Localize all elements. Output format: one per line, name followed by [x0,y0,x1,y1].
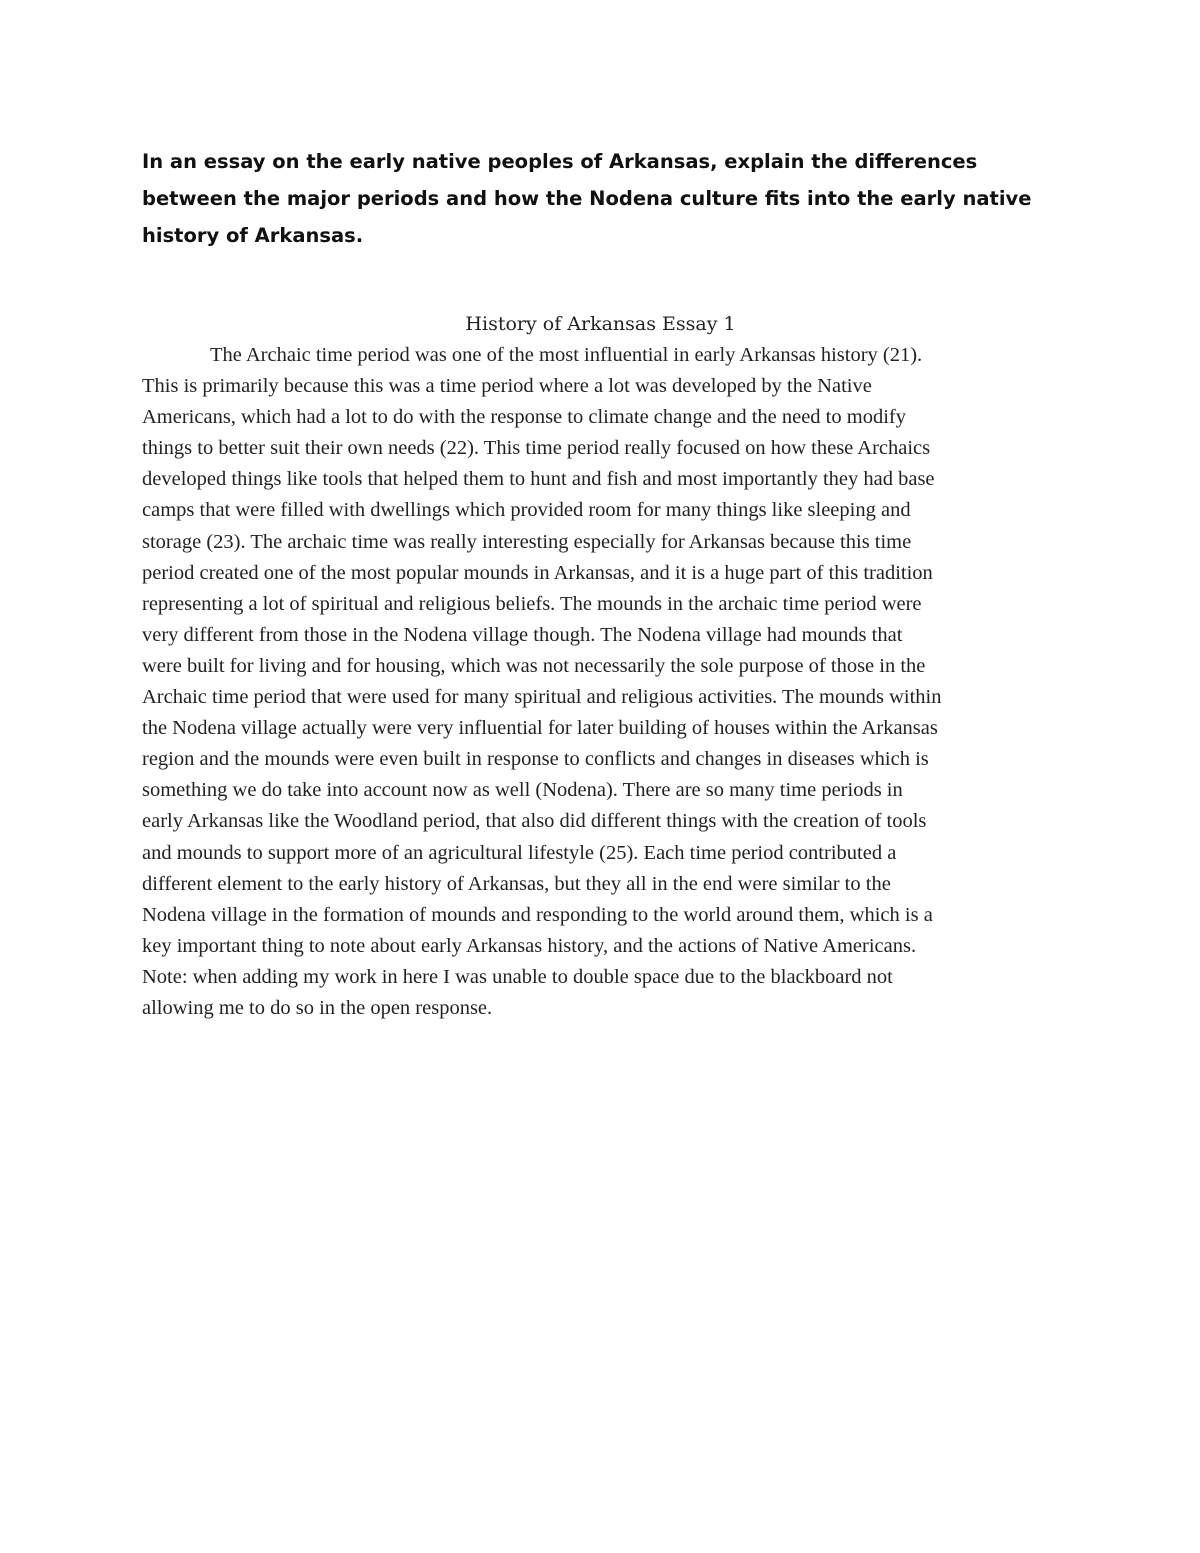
essay-line: things to better suit their own needs (22). This time period really focused on how these Archaics [142,437,931,460]
essay-title: History of Arkansas Essay 1 [465,313,736,335]
essay-line: something we do take into account now as well (Nodena). There are so many time periods in [142,779,903,802]
essay-prompt [142,143,1072,254]
essay-line: storage (23). The archaic time was really interesting especially for Arkansas because this time [142,530,912,553]
prompt-line: In an essay on the early native peoples of Arkansas, explain the differences [142,150,978,173]
essay-line: representing a lot of spiritual and religious beliefs. The mounds in the archaic time period were [142,592,922,615]
essay-line: Americans, which had a lot to do with the response to climate change and the need to modify [142,406,906,429]
essay-line: The Archaic time period was one of the most influential in early Arkansas history (21). [210,344,923,366]
essay-line: period created one of the most popular mounds in Arkansas, and it is a huge part of this tradition [142,561,933,584]
essay-line: very different from those in the Nodena village though. The Nodena village had mounds that [142,623,903,646]
essay-body [142,340,1102,1024]
essay-line: key important thing to note about early Arkansas history, and the actions of Native Americans. [142,934,917,957]
essay-line: Nodena village in the formation of mounds and responding to the world around them, which is a [142,903,933,926]
essay-line: camps that were filled with dwellings which provided room for many things like sleeping and [142,499,911,522]
essay-line: developed things like tools that helped them to hunt and fish and most importantly they had base [142,468,935,491]
essay-line: region and the mounds were even built in response to conflicts and changes in diseases which is [142,748,929,771]
essay-line: and mounds to support more of an agricultural lifestyle (25). Each time period contributed a [142,841,897,864]
prompt-line: between the major periods and how the Nodena culture fits into the early native [142,187,1032,210]
essay-line: Archaic time period that were used for many spiritual and religious activities. The mounds within [142,686,942,709]
essay-line: This is primarily because this was a time period where a lot was developed by the Native [142,375,872,398]
essay-line: different element to the early history of Arkansas, but they all in the end were similar to the [142,872,891,895]
essay-line: early Arkansas like the Woodland period, that also did different things with the creation of tools [142,810,927,833]
essay-line: Note: when adding my work in here I was unable to double space due to the blackboard not [142,965,893,988]
essay-line: allowing me to do so in the open response. [142,996,493,1019]
essay-line: were built for living and for housing, which was not necessarily the sole purpose of those in the [142,654,926,677]
prompt-line: history of Arkansas. [142,224,364,247]
essay-line: the Nodena village actually were very influential for later building of houses within the Arkansas [142,717,938,740]
